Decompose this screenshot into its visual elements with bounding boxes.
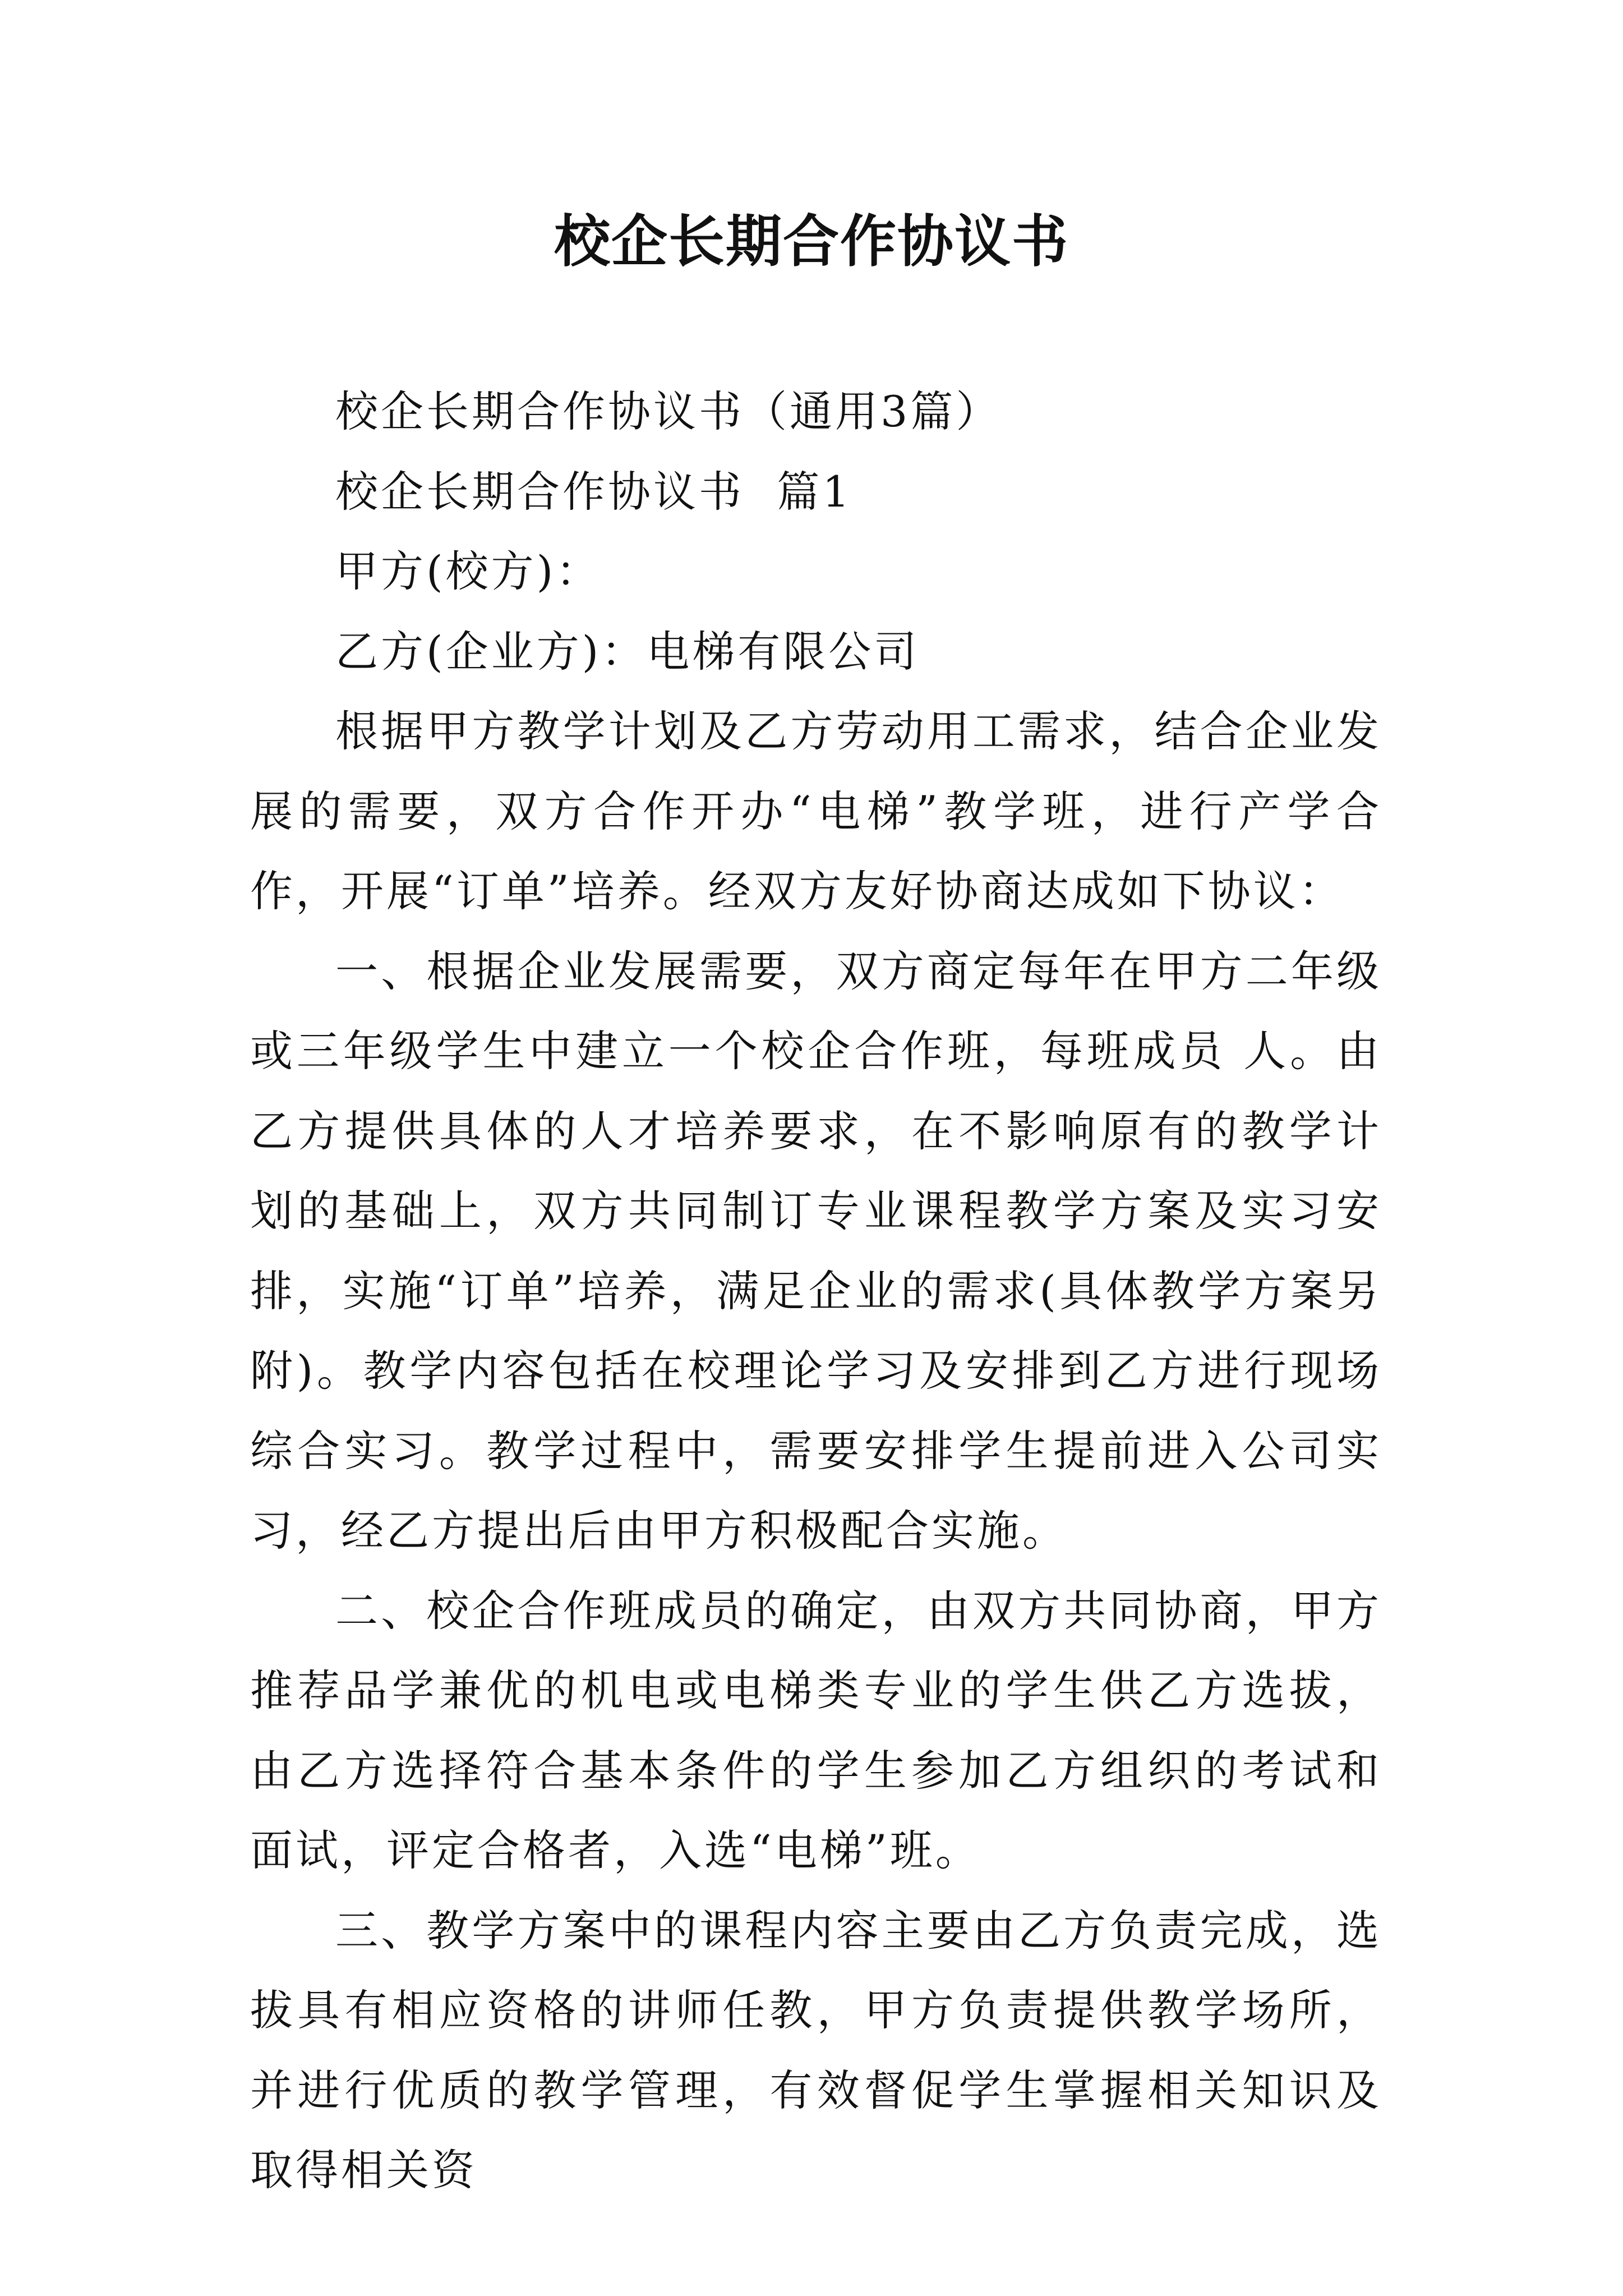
document-subtitle [250, 372, 1382, 452]
paragraph-intro: 根据甲方教学计划及乙方劳动用工需求，结合企业发展的需要，双方合作开办“电梯”教学班，进行产学合作，开展“订单”培养。经双方友好协商达成如下协议： [250, 706, 1382, 916]
document-body [250, 372, 1382, 2211]
party-a-line: 甲方(校方)： [335, 546, 602, 596]
paragraph-clause-3: 三、教学方案中的课程内容主要由乙方负责完成，选拔具有相应资格的讲师任教，甲方负责提供教学场所，并进行优质的教学管理，有效督促学生掌握相关知识及取得相关资 [250, 1905, 1382, 2195]
section-heading-text: 校企长期合作协议书 篇1 [335, 466, 852, 517]
paragraph-clause-2: 二、校企合作班成员的确定，由双方共同协商，甲方推荐品学兼优的机电或电梯类专业的学生供乙方选拔，由乙方选择符合基本条件的学生参加乙方组织的考试和面试，评定合格者，入选“电梯”班。 [250, 1585, 1382, 1875]
document-subtitle-text: 校企长期合作协议书（通用3篇） [335, 386, 1002, 436]
document-title: 校企长期合作协议书 [554, 208, 1069, 274]
paragraph-clause-1: 一、根据企业发展需要，双方商定每年在甲方二年级或三年级学生中建立一个校企合作班，每班成员 人。由乙方提供具体的人才培养要求，在不影响原有的教学计划的基础上，双方共同制订专业课程教学方案及实习安排，实施“订单”培养，满足企业的需求(具体教学方案另附)。教学内容包括在校理论学习及安排到乙方进行现场综合实习。教学过程中，需要安排学生提前进入公司实习，经乙方提出后由甲方积极配合实施。 [250, 946, 1382, 1556]
party-b-line: 乙方(企业方)：电梯有限公司 [335, 626, 920, 677]
section-heading [250, 452, 1382, 532]
